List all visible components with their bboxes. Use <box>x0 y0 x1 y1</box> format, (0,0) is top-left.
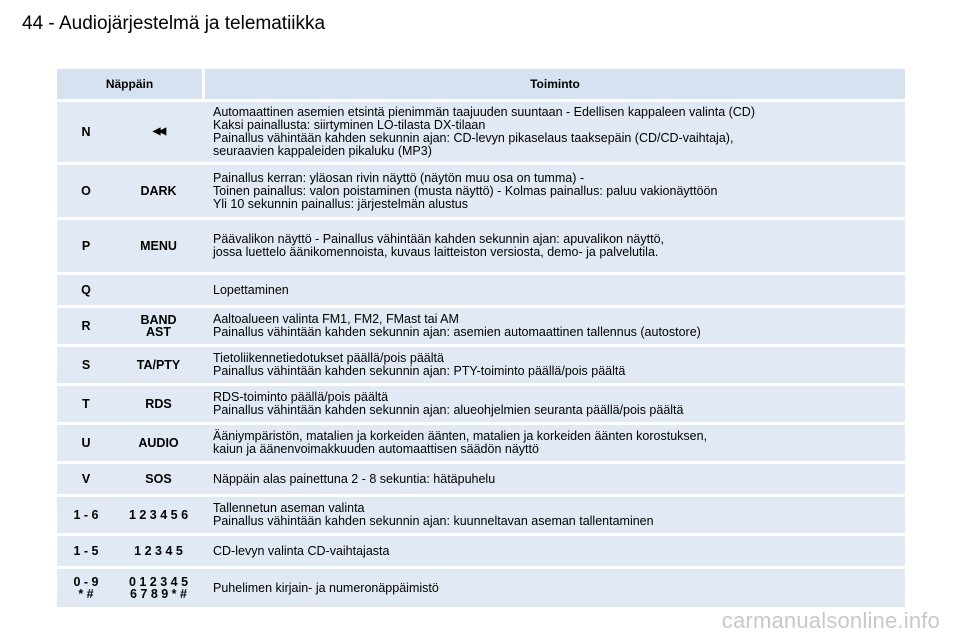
function-description <box>205 464 905 494</box>
description-line: Tallennetun aseman valinta <box>213 501 365 515</box>
button-label: SOS <box>145 472 172 486</box>
function-description <box>205 275 905 305</box>
description-line: jossa luettelo äänikomennoista, kuvaus laitteiston versiosta, demo- ja palvelutila. <box>213 245 659 259</box>
function-description <box>205 497 905 533</box>
description-line: Painallus vähintään kahden sekunnin ajan: PTY-toiminto päällä/pois päältä <box>213 364 626 378</box>
function-description <box>205 569 905 607</box>
description-line: Toinen painallus: valon poistaminen (musta näyttö) - Kolmas painallus: paluu vakionäyttöön <box>213 183 718 198</box>
button-label: TA/PTY <box>136 358 181 372</box>
description-line: seuraavien kappaleiden pikaluku (MP3) <box>213 144 432 158</box>
function-description <box>205 102 905 162</box>
function-description <box>205 347 905 383</box>
function-description <box>205 425 905 461</box>
key-letter: R <box>81 319 91 333</box>
button-label <box>115 275 202 305</box>
key-letter: 1 - 5 <box>73 544 99 558</box>
table-row <box>57 425 905 461</box>
description-line: Ääniympäristön, matalien ja korkeiden äänten, matalien ja korkeiden äänten korostuksen, <box>213 429 708 443</box>
description-line: Lopettaminen <box>213 282 289 297</box>
button-label: RDS <box>145 397 172 411</box>
key-letter: 0 - 9 * # <box>73 575 99 601</box>
table-row <box>57 275 905 305</box>
table-row <box>57 308 905 344</box>
table-body <box>57 102 905 607</box>
watermark: carmanualsonline.info <box>721 608 940 633</box>
table-row <box>57 497 905 533</box>
key-letter: Q <box>81 283 91 297</box>
table-row <box>57 536 905 566</box>
function-description <box>205 386 905 422</box>
table-row <box>57 569 905 607</box>
description-line: Painallus vähintään kahden sekunnin ajan: alueohjelmien seuranta päällä/pois päältä <box>213 403 684 417</box>
description-line: Kaksi painallusta: siirtyminen LO-tilasta DX-tilaan <box>213 118 486 132</box>
key-letter: P <box>81 239 91 253</box>
button-label: ◀◀ <box>152 126 165 137</box>
description-line: Tietoliikennetiedotukset päällä/pois päältä <box>213 351 444 365</box>
table-row <box>57 347 905 383</box>
key-letter: 1 - 6 <box>73 508 99 522</box>
key-letter: N <box>81 125 91 139</box>
table-row <box>57 220 905 272</box>
page-header: 44 - Audiojärjestelmä ja telematiikka <box>22 13 326 34</box>
description-line: Yli 10 sekunnin painallus: järjestelmän alustus <box>213 196 469 211</box>
description-line: Painallus kerran: yläosan rivin näyttö (näytön muu osa on tumma) - <box>213 170 585 185</box>
button-label: BAND AST <box>140 313 177 339</box>
function-description <box>205 308 905 344</box>
description-line: Näppäin alas painettuna 2 - 8 sekuntia: hätäpuhelu <box>213 471 496 486</box>
button-label: MENU <box>140 239 177 253</box>
function-description <box>205 220 905 272</box>
description-line: Aaltoalueen valinta FM1, FM2, FMast tai AM <box>213 312 459 326</box>
table-header <box>57 69 905 99</box>
description-line: Puhelimen kirjain- ja numeronäppäimistö <box>213 580 439 595</box>
key-letter: U <box>81 436 91 450</box>
table-row <box>57 464 905 494</box>
key-letter: O <box>81 184 91 198</box>
table-row <box>57 386 905 422</box>
key-function-table <box>57 69 905 610</box>
button-label: AUDIO <box>138 436 179 450</box>
header-key: Näppäin <box>57 69 202 99</box>
function-description <box>205 536 905 566</box>
description-line: CD-levyn valinta CD-vaihtajasta <box>213 543 390 558</box>
key-letter: T <box>82 397 90 411</box>
description-line: kaiun ja äänenvoimakkuuden automaattisen säädön näyttö <box>213 442 539 456</box>
description-line: Painallus vähintään kahden sekunnin ajan: CD-levyn pikaselaus taaksepäin (CD/CD-vaihtaja), <box>213 131 734 145</box>
table-row <box>57 102 905 162</box>
button-label: 1 2 3 4 5 6 <box>128 508 189 522</box>
table-row <box>57 165 905 217</box>
function-description <box>205 165 905 217</box>
button-label: DARK <box>140 184 177 198</box>
button-label: 0 1 2 3 4 5 6 7 8 9 * # <box>128 575 189 601</box>
description-line: Painallus vähintään kahden sekunnin ajan: kuunneltavan aseman tallentaminen <box>213 514 654 528</box>
description-line: Automaattinen asemien etsintä pienimmän taajuuden suuntaan - Edellisen kappaleen valinta (CD) <box>213 105 755 119</box>
description-line: Painallus vähintään kahden sekunnin ajan: asemien automaattinen tallennus (autostore) <box>213 325 701 339</box>
description-line: RDS-toiminto päällä/pois päältä <box>213 390 389 404</box>
header-function: Toiminto <box>205 69 905 99</box>
description-line: Päävalikon näyttö - Painallus vähintään kahden sekunnin ajan: apuvalikon näyttö, <box>213 232 665 246</box>
button-label: 1 2 3 4 5 <box>134 544 183 558</box>
key-letter: V <box>81 472 91 486</box>
key-letter: S <box>81 358 91 372</box>
